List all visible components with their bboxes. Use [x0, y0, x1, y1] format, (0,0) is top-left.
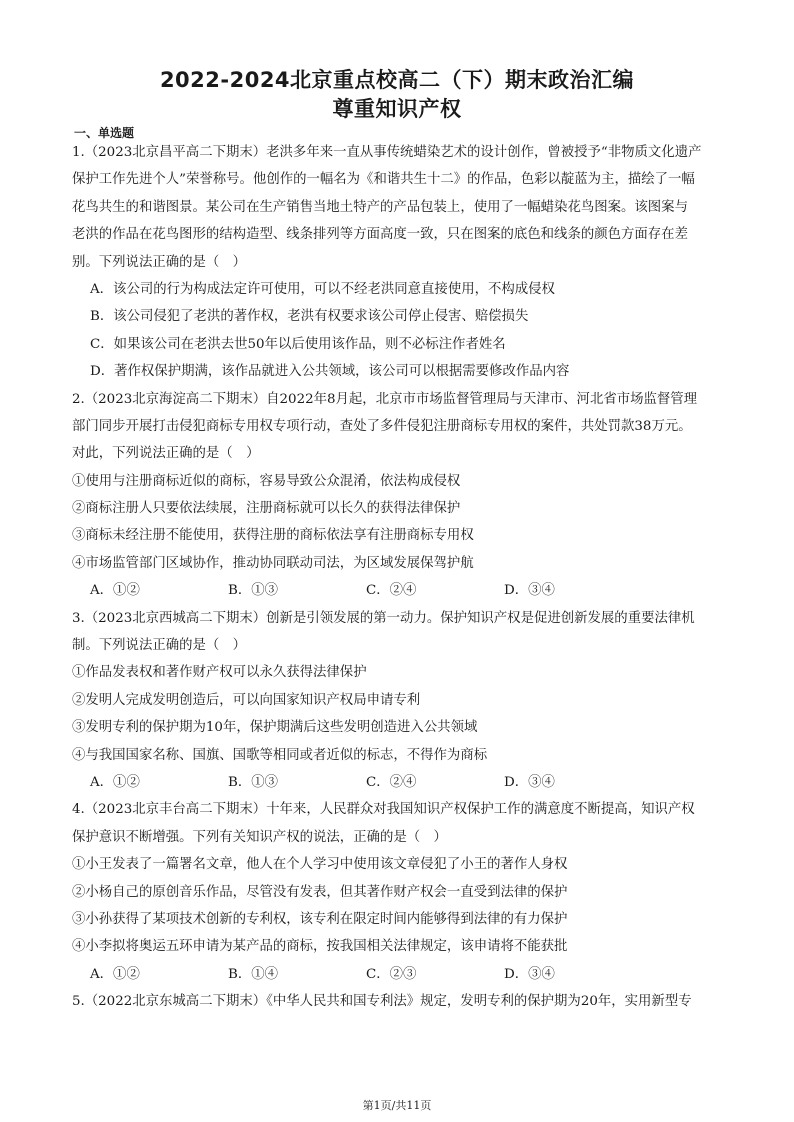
answer-option-a: A．该公司的行为构成法定许可使用，可以不经老洪同意直接使用，不构成侵权 [90, 281, 555, 297]
statement-item: ④与我国国家名称、国旗、国歌等相同或者近似的标志，不得作为商标 [72, 747, 488, 763]
question-3 [72, 605, 724, 797]
answer-choice-a: A．①② [90, 583, 140, 599]
question-stem-line: 制。下列说法正确的是（ ） [72, 638, 247, 654]
question-stem-line: 2.（2023北京海淀高二下期末）自2022年8月起，北京市市场监督管理局与天津市、河北省市场监督管理 [72, 391, 698, 407]
statement-item: ④市场监管部门区域协作，推动协同联动司法，为区域发展保驾护航 [72, 555, 474, 571]
section-heading: 一、单选题 [74, 126, 135, 140]
question-stem-line: 保护工作先进个人”荣誉称号。他创作的一幅名为《和谐共生十二》的作品，色彩以靛蓝为主，描绘了一幅 [72, 172, 695, 188]
answer-choice-b: B．①③ [228, 583, 279, 599]
statement-item: ②小杨自己的原创音乐作品，尽管没有发表，但其著作财产权会一直受到法律的保护 [72, 884, 568, 900]
answer-choice-b: B．①③ [228, 774, 279, 790]
statement-item: ③发明专利的保护期为10年，保护期满后这些发明创造进入公共领域 [72, 720, 478, 736]
question-5 [72, 988, 724, 1015]
answer-choice-d: D．③④ [504, 966, 555, 982]
answer-choice-d: D．③④ [504, 774, 555, 790]
answer-choices [72, 961, 724, 988]
question-stem-line: 花鸟共生的和谐图景。某公司在生产销售当地土特产的产品包装上，使用了一幅蜡染花鸟图案。该图案与 [72, 199, 688, 215]
answer-choice-a: A．①② [90, 966, 140, 982]
answer-option-d: D．著作权保护期满，该作品就进入公共领域，该公司可以根据需要修改作品内容 [90, 364, 570, 380]
question-4 [72, 796, 724, 988]
question-stem-line: 部门同步开展打击侵犯商标专用权专项行动，查处了多件侵犯注册商标专用权的案件，共处罚款38万元。 [72, 418, 692, 434]
question-stem-line: 对此，下列说法正确的是（ ） [72, 446, 260, 462]
statement-item: ③商标未经注册不能使用，获得注册的商标依法享有注册商标专用权 [72, 528, 474, 544]
statement-item: ④小李拟将奥运五环申请为某产品的商标，按我国相关法律规定，该申请将不能获批 [72, 939, 568, 955]
page-footer: 第1页/共11页 [362, 1099, 432, 1112]
answer-choice-c: C．②③ [366, 966, 417, 982]
answer-choice-d: D．③④ [504, 583, 555, 599]
answer-option-c: C．如果该公司在老洪去世50年以后使用该作品，则不必标注作者姓名 [90, 336, 506, 352]
answer-option-b: B．该公司侵犯了老洪的著作权，老洪有权要求该公司停止侵害、赔偿损失 [90, 309, 529, 325]
question-1 [72, 139, 724, 386]
statement-item: ①作品发表权和著作财产权可以永久获得法律保护 [72, 665, 367, 681]
answer-choice-c: C．②④ [366, 774, 417, 790]
answer-choices [72, 577, 724, 604]
statement-item: ①使用与注册商标近似的商标，容易导致公众混淆，依法构成侵权 [72, 473, 461, 489]
document-subtitle: 尊重知识产权 [332, 97, 462, 121]
question-stem-line: 4.（2023北京丰台高二下期末）十年来，人民群众对我国知识产权保护工作的满意度不断提高，知识产权 [72, 802, 695, 818]
question-2 [72, 386, 724, 605]
statement-item: ②商标注册人只要依法续展，注册商标就可以长久的获得法律保护 [72, 501, 461, 517]
question-list [72, 139, 724, 1016]
answer-choice-a: A．①② [90, 774, 140, 790]
statement-item: ③小孙获得了某项技术创新的专利权，该专利在限定时间内能够得到法律的有力保护 [72, 911, 568, 927]
question-stem-line: 别。下列说法正确的是（ ） [72, 254, 247, 270]
question-stem-line: 老洪的作品在花鸟图形的结构造型、线条排列等方面高度一致，只在图案的底色和线条的颜色方面存在差 [72, 227, 688, 243]
question-stem-line: 1.（2023北京昌平高二下期末）老洪多年来一直从事传统蜡染艺术的设计创作，曾被授予“非物质文化遗产 [72, 145, 702, 160]
statement-item: ②发明人完成发明创造后，可以向国家知识产权局申请专利 [72, 692, 421, 708]
answer-choice-b: B．①④ [228, 966, 279, 982]
document-title: 2022-2024北京重点校高二（下）期末政治汇编 [159, 68, 635, 92]
statement-item: ①小王发表了一篇署名文章，他人在个人学习中使用该文章侵犯了小王的著作人身权 [72, 857, 568, 873]
question-stem-line: 保护意识不断增强。下列有关知识产权的说法，正确的是（ ） [72, 829, 447, 845]
answer-choice-c: C．②④ [366, 583, 417, 599]
answer-choices [72, 769, 724, 796]
question-stem-line: 3.（2023北京西城高二下期末）创新是引领发展的第一动力。保护知识产权是促进创新发展的重要法律机 [72, 610, 695, 626]
question-stem-line: 5.（2022北京东城高二下期末）《中华人民共和国专利法》规定，发明专利的保护期为20年，实用新型专 [72, 994, 692, 1010]
